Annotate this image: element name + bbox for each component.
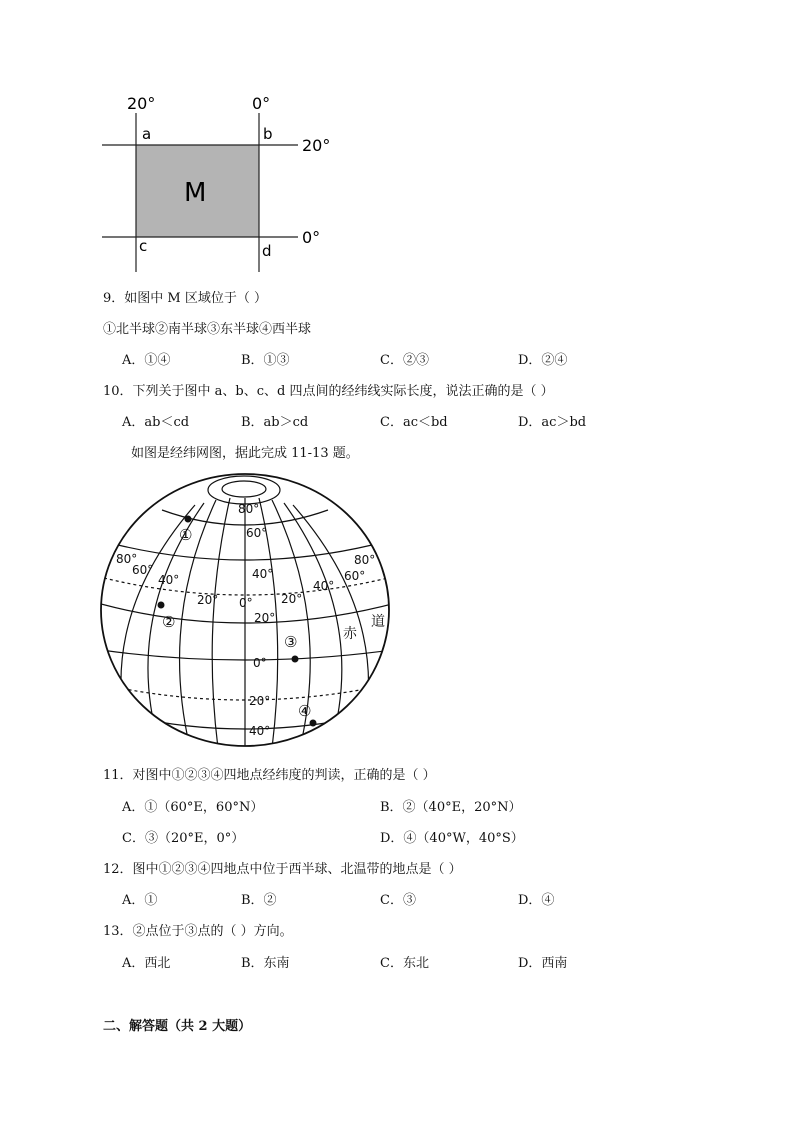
- question-9-items: ①北半球②南半球③东半球④西半球: [103, 322, 312, 337]
- point-4-label: ④: [298, 702, 312, 720]
- lat-top-label: 20°: [302, 136, 331, 155]
- lon-e80-label: 80°: [354, 553, 376, 567]
- lon-0-label: 0°: [239, 596, 253, 610]
- lat-s40-label: 40°: [249, 724, 271, 738]
- q10-option-d[interactable]: D．ac＞bd: [518, 415, 587, 430]
- lon-e60-label: 60°: [344, 569, 366, 583]
- q11-option-a[interactable]: A．①（60°E，60°N）: [122, 800, 264, 815]
- equator-char-2: 道: [371, 614, 385, 630]
- question-12-stem: 12．图中①②③④四地点中位于西半球、北温带的地点是（ ）: [103, 862, 462, 877]
- globe-figure: [95, 470, 395, 752]
- question-9-stem: 9．如图中 M 区域位于（ ）: [103, 291, 267, 306]
- point-1-label: ①: [179, 526, 193, 544]
- grid-figure-m: [95, 88, 345, 278]
- q9-option-b[interactable]: B．①③: [241, 353, 290, 368]
- q11-option-d[interactable]: D．④（40°W，40°S）: [380, 831, 524, 846]
- point-4-dot: [310, 720, 317, 727]
- lon-w20-label: 20°: [197, 593, 219, 607]
- q13-option-d[interactable]: D．西南: [518, 956, 568, 971]
- corner-b: b: [263, 125, 273, 143]
- question-11-stem: 11．对图中①②③④四地点经纬度的判读，正确的是（ ）: [103, 768, 436, 783]
- section-2-heading: 二、解答题（共 2 大题）: [103, 1019, 252, 1034]
- q10-option-a[interactable]: A．ab＜cd: [122, 415, 190, 430]
- lat-s20-label: 20°: [249, 694, 271, 708]
- q13-option-b[interactable]: B．东南: [241, 956, 290, 971]
- lon-e20-label: 20°: [281, 592, 303, 606]
- question-13-stem: 13．②点位于③点的（ ）方向。: [103, 924, 293, 939]
- lon-e40-label: 40°: [313, 579, 335, 593]
- q9-option-c[interactable]: C．②③: [380, 353, 429, 368]
- q12-option-c[interactable]: C．③: [380, 893, 416, 908]
- q12-option-b[interactable]: B．②: [241, 893, 277, 908]
- lat-bottom-label: 0°: [302, 228, 321, 247]
- point-3-dot: [292, 656, 299, 663]
- lat-40-label: 40°: [252, 567, 274, 581]
- lon-right-label: 0°: [252, 94, 271, 113]
- point-2-dot: [158, 602, 165, 609]
- point-2-label: ②: [162, 613, 176, 631]
- q11-option-c[interactable]: C．③（20°E，0°）: [122, 831, 245, 846]
- q13-option-a[interactable]: A．西北: [122, 956, 171, 971]
- lat-0-label: 0°: [253, 656, 267, 670]
- q9-option-a[interactable]: A．①④: [122, 353, 171, 368]
- equator-char-1: 赤: [343, 626, 357, 642]
- q10-option-c[interactable]: C．ac＜bd: [380, 415, 448, 430]
- lon-w80-label: 80°: [116, 552, 138, 566]
- lon-left-label: 20°: [127, 94, 156, 113]
- globe-intro: 如图是经纬网图，据此完成 11-13 题。: [131, 446, 359, 461]
- region-m-label: M: [184, 178, 207, 208]
- lon-w60-label: 60°: [132, 563, 154, 577]
- q9-option-d[interactable]: D．②④: [518, 353, 568, 368]
- q13-option-c[interactable]: C．东北: [380, 956, 429, 971]
- point-1-dot: [185, 516, 192, 523]
- corner-d: d: [262, 242, 272, 260]
- corner-a: a: [142, 125, 152, 143]
- q10-option-b[interactable]: B．ab＞cd: [241, 415, 309, 430]
- q12-option-a[interactable]: A．①: [122, 893, 158, 908]
- question-10-stem: 10．下列关于图中 a、b、c、d 四点间的经纬线实际长度，说法正确的是（ ）: [103, 384, 554, 399]
- lat-80-label: 80°: [238, 502, 260, 516]
- q12-option-d[interactable]: D．④: [518, 893, 555, 908]
- lat-60-label: 60°: [246, 526, 268, 540]
- lat-20-label: 20°: [254, 611, 276, 625]
- q11-option-b[interactable]: B．②（40°E，20°N）: [380, 800, 522, 815]
- lon-w40-label: 40°: [158, 573, 180, 587]
- point-3-label: ③: [284, 633, 298, 651]
- corner-c: c: [139, 237, 148, 255]
